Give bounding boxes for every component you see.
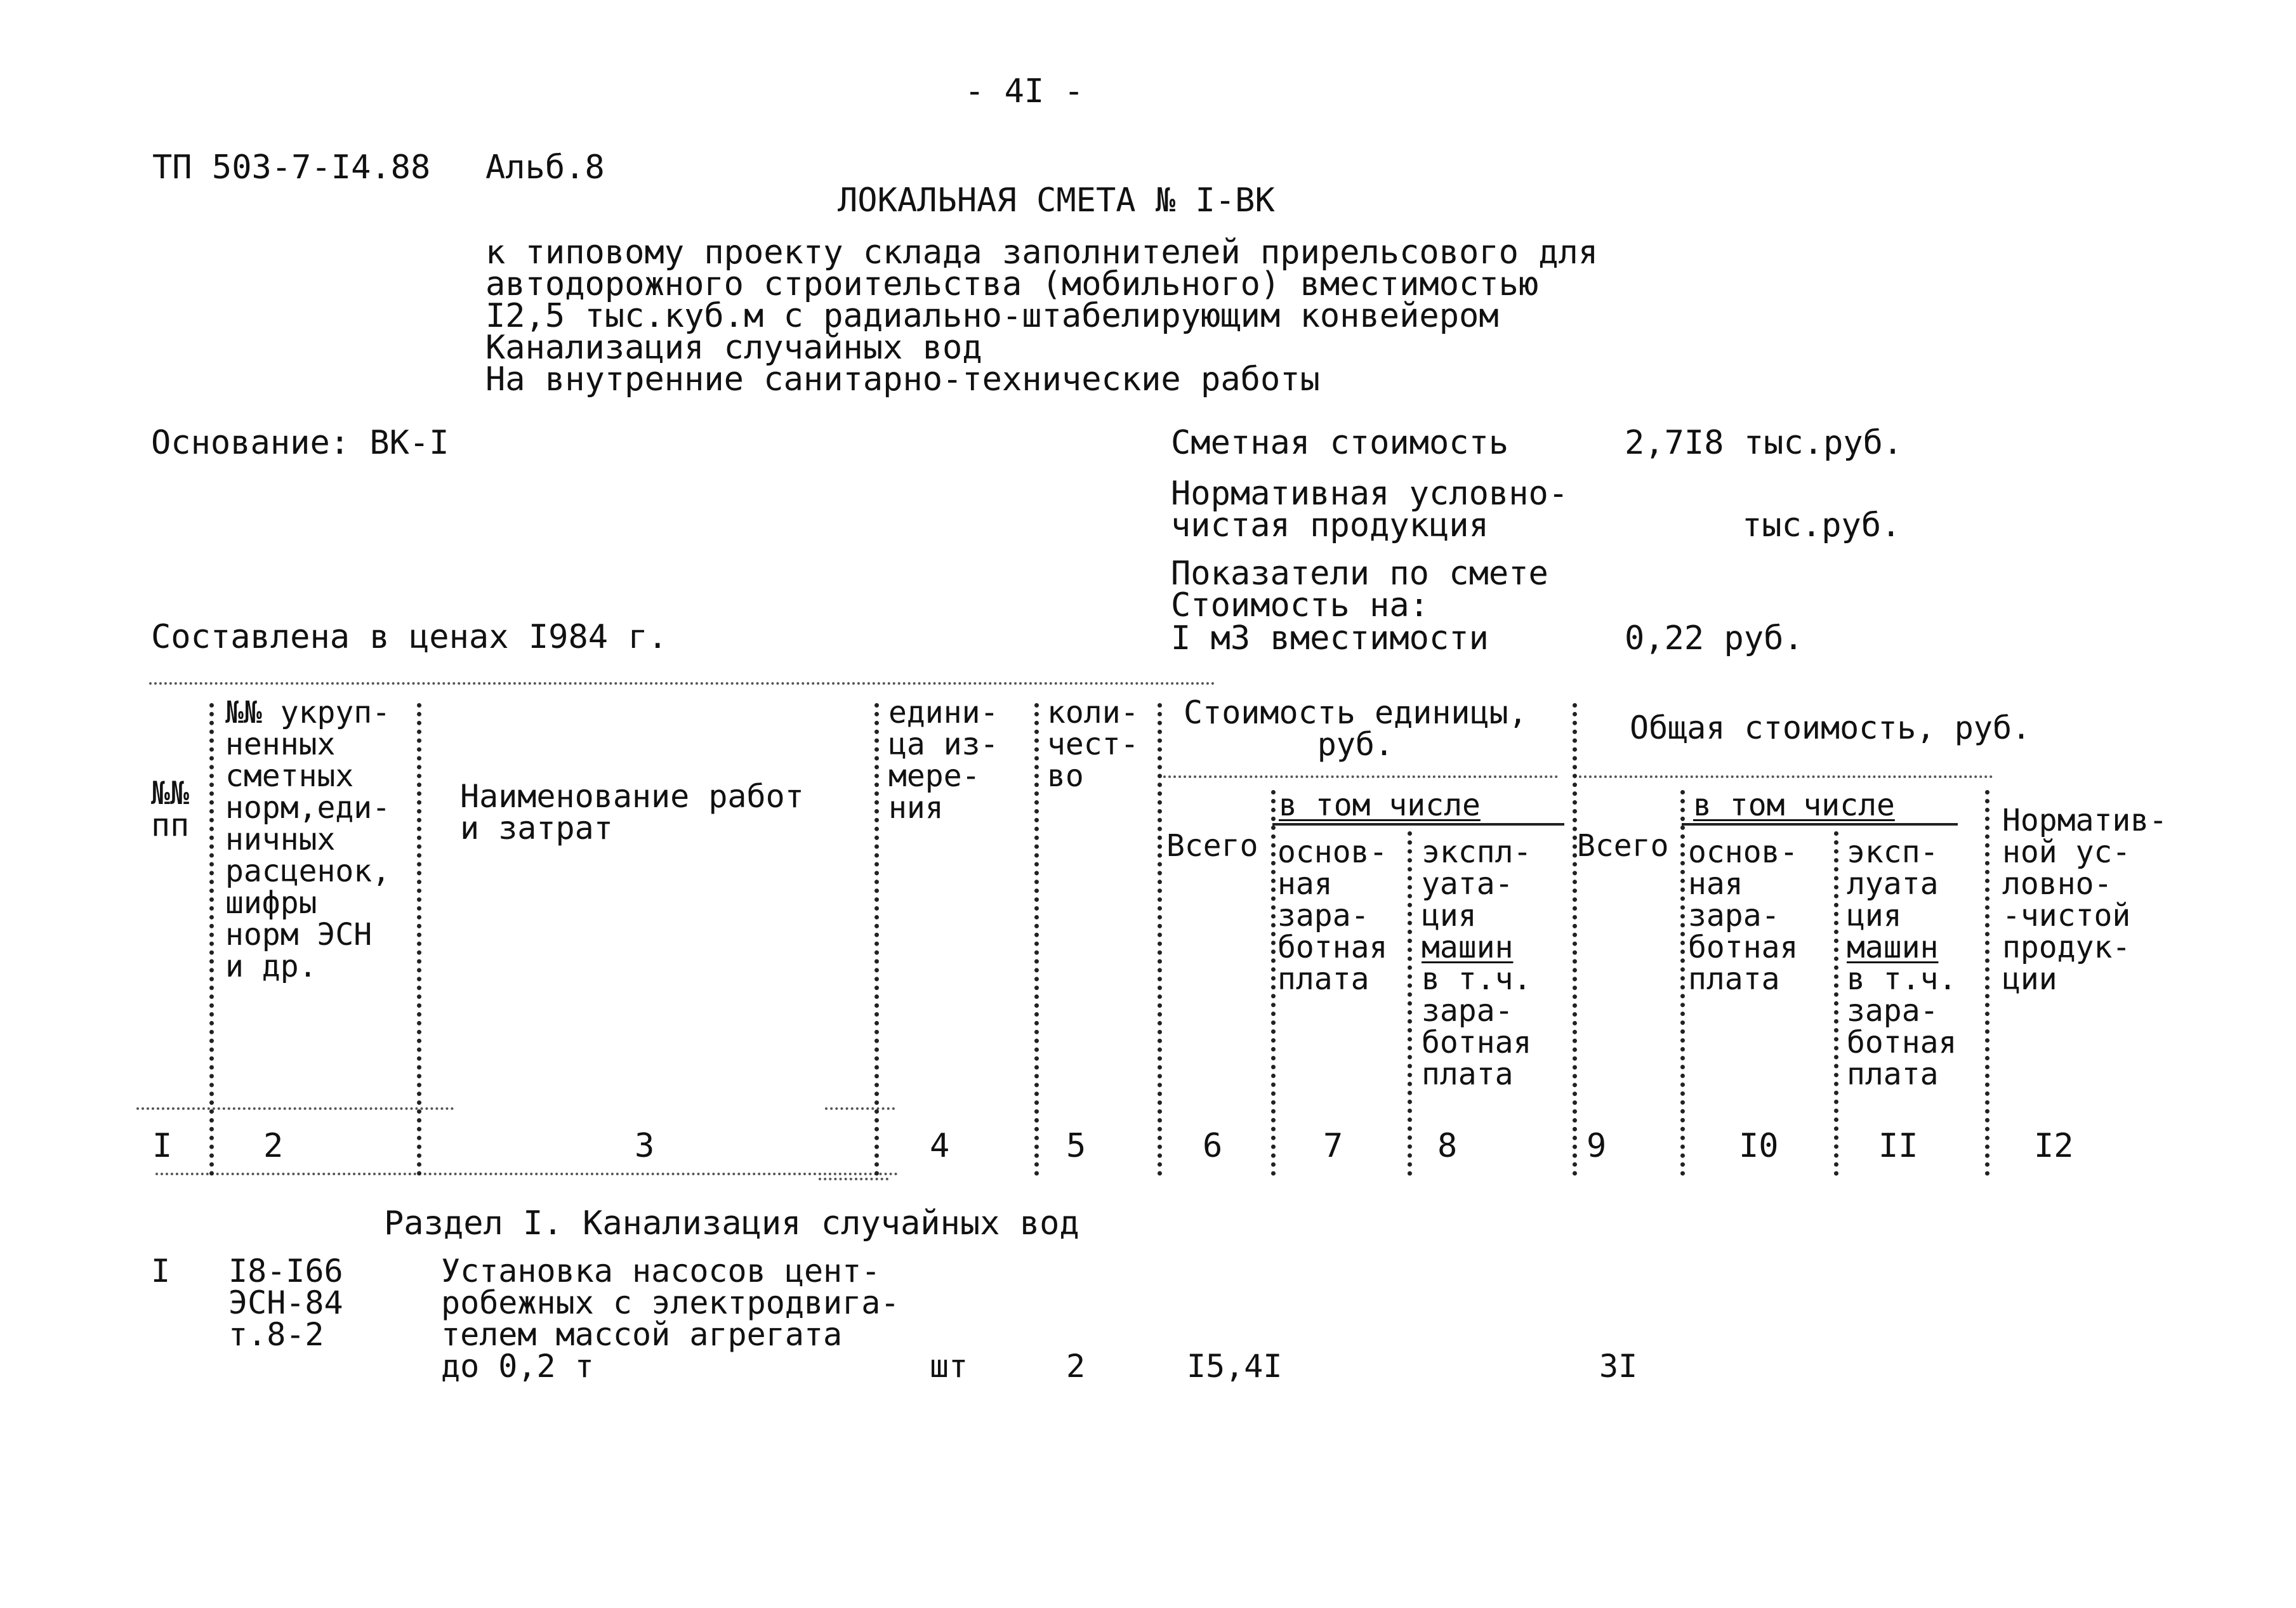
column-separator <box>1680 790 1685 1176</box>
column-number: I0 <box>1739 1127 1779 1165</box>
column-separator <box>874 703 879 1176</box>
column-number: 4 <box>930 1127 950 1165</box>
column-separator <box>1158 703 1162 1176</box>
column-separator <box>209 703 214 1176</box>
subtitle-line: I2,5 тыс.куб.м с радиально-штабелирующим конвейером <box>485 297 1499 335</box>
page-number: - 4I - <box>965 72 1084 110</box>
header-norm-codes: №№ укруп- ненных сметных норм,еди- ничных расценок, шифры норм ЭСН и др. <box>225 695 391 984</box>
header-normative-product: Норматив- ной ус- ловно- -чистой продук- ции <box>2002 803 2168 997</box>
incl-a-rule <box>1272 823 1564 826</box>
row-quantity: 2 <box>1066 1348 1086 1385</box>
column-number: 7 <box>1323 1127 1343 1165</box>
estimate-title: ЛОКАЛЬНАЯ СМЕТА № I-ВК <box>838 181 1275 220</box>
column-separator <box>417 703 421 1176</box>
document-code: ТП 503-7-I4.88 <box>152 148 431 187</box>
unit-cost-rule <box>1158 775 1558 778</box>
per-unit-label: I м3 вместимости <box>1171 619 1489 657</box>
header-work-name: Наименование работ и затрат <box>460 778 804 847</box>
row-unit-total: I5,4I <box>1187 1348 1283 1385</box>
column-separator <box>1573 703 1577 1176</box>
basis: Основание: ВК-I <box>151 424 449 462</box>
header-total-incl: в т.ч. <box>1847 961 1957 997</box>
column-separator <box>1271 790 1276 1176</box>
header-incl-unit: в том числе <box>1279 788 1481 823</box>
subtitle-line: автодорожного строительства (мобильного) вместимостью <box>485 265 1539 303</box>
subtitle-line: Канализация случайных вод <box>485 329 982 367</box>
header-quantity: коли- чест- во <box>1047 695 1139 794</box>
normative-value: тыс.руб. <box>1742 506 1901 544</box>
column-separator <box>1985 790 1989 1176</box>
header-grand-total: Всего <box>1577 828 1669 864</box>
header-total-cost: Общая стоимость, руб. <box>1630 709 2031 746</box>
header-total-machines-underlined: машин <box>1847 930 1939 965</box>
normative-label: Нормативная условно- <box>1171 475 1569 513</box>
header-unit-total: Всего <box>1166 828 1258 864</box>
header-bottom-rule <box>825 1107 895 1110</box>
column-separator <box>1834 831 1838 1176</box>
row-work-name: Установка насосов цент- робежных с электродвига- телем массой агрегата до 0,2 т <box>441 1253 900 1385</box>
per-unit-value: 0,22 руб. <box>1625 619 1804 657</box>
header-unit-cost: Стоимость единицы, руб. <box>1184 694 1527 763</box>
normative-label: чистая продукция <box>1171 506 1489 544</box>
column-number: 2 <box>263 1127 284 1165</box>
header-bottom-rule <box>136 1107 454 1110</box>
column-number: I2 <box>2034 1127 2074 1165</box>
row-number: I <box>151 1253 171 1289</box>
column-number: 6 <box>1203 1127 1223 1165</box>
header-unit-machines: экспл- уата- ция <box>1422 834 1532 933</box>
incl-b-rule <box>1682 823 1958 826</box>
subtitle-line: На внутренние санитарно-технические работы <box>485 360 1320 399</box>
indicators-label: Стоимость на: <box>1171 586 1429 624</box>
section-title: Раздел I. Канализация случайных вод <box>384 1204 1079 1242</box>
price-basis: Составлена в ценах I984 г. <box>151 618 668 656</box>
column-number: 9 <box>1587 1127 1607 1165</box>
row-grand-total: 3I <box>1599 1348 1638 1385</box>
column-separator <box>1034 703 1039 1176</box>
row-norm-code: I8-I66 ЭСН-84 т.8-2 <box>228 1253 343 1353</box>
header-unit: едини- ца из- мере- ния <box>888 695 999 826</box>
header-unit-incl: в т.ч. <box>1422 961 1532 997</box>
header-total-machines: эксп- луата ция <box>1847 834 1939 933</box>
table-top-rule <box>149 682 1215 685</box>
column-number: 3 <box>635 1127 655 1165</box>
column-number: I <box>152 1127 173 1165</box>
header-total-wage: основ- ная зара- ботная плата <box>1688 834 1798 997</box>
header-row-number: №№ пп <box>151 775 190 843</box>
header-unit-machines-underlined: машин <box>1422 930 1514 965</box>
subtitle-line: к типовому проекту склада заполнителей прирельсового для <box>485 234 1599 272</box>
row-unit: шт <box>930 1348 968 1385</box>
header-unit-machine-wage: зара- ботная плата <box>1422 993 1532 1092</box>
numbers-bottom-rule <box>155 1173 898 1175</box>
indicators-label: Показатели по смете <box>1171 555 1548 593</box>
header-total-machine-wage: зара- ботная плата <box>1847 993 1957 1092</box>
header-incl-total: в том числе <box>1693 788 1895 823</box>
column-number: 8 <box>1437 1127 1458 1165</box>
numbers-bottom-rule <box>819 1178 888 1180</box>
estimated-cost-label: Сметная стоимость <box>1171 424 1509 462</box>
album-label: Альб.8 <box>485 148 605 187</box>
column-separator <box>1408 831 1412 1176</box>
estimated-cost-value: 2,7I8 тыс.руб. <box>1625 424 1903 462</box>
header-unit-wage: основ- ная зара- ботная плата <box>1277 834 1388 997</box>
column-number: II <box>1878 1127 1918 1165</box>
total-cost-rule <box>1574 775 1993 778</box>
column-number: 5 <box>1066 1127 1086 1165</box>
